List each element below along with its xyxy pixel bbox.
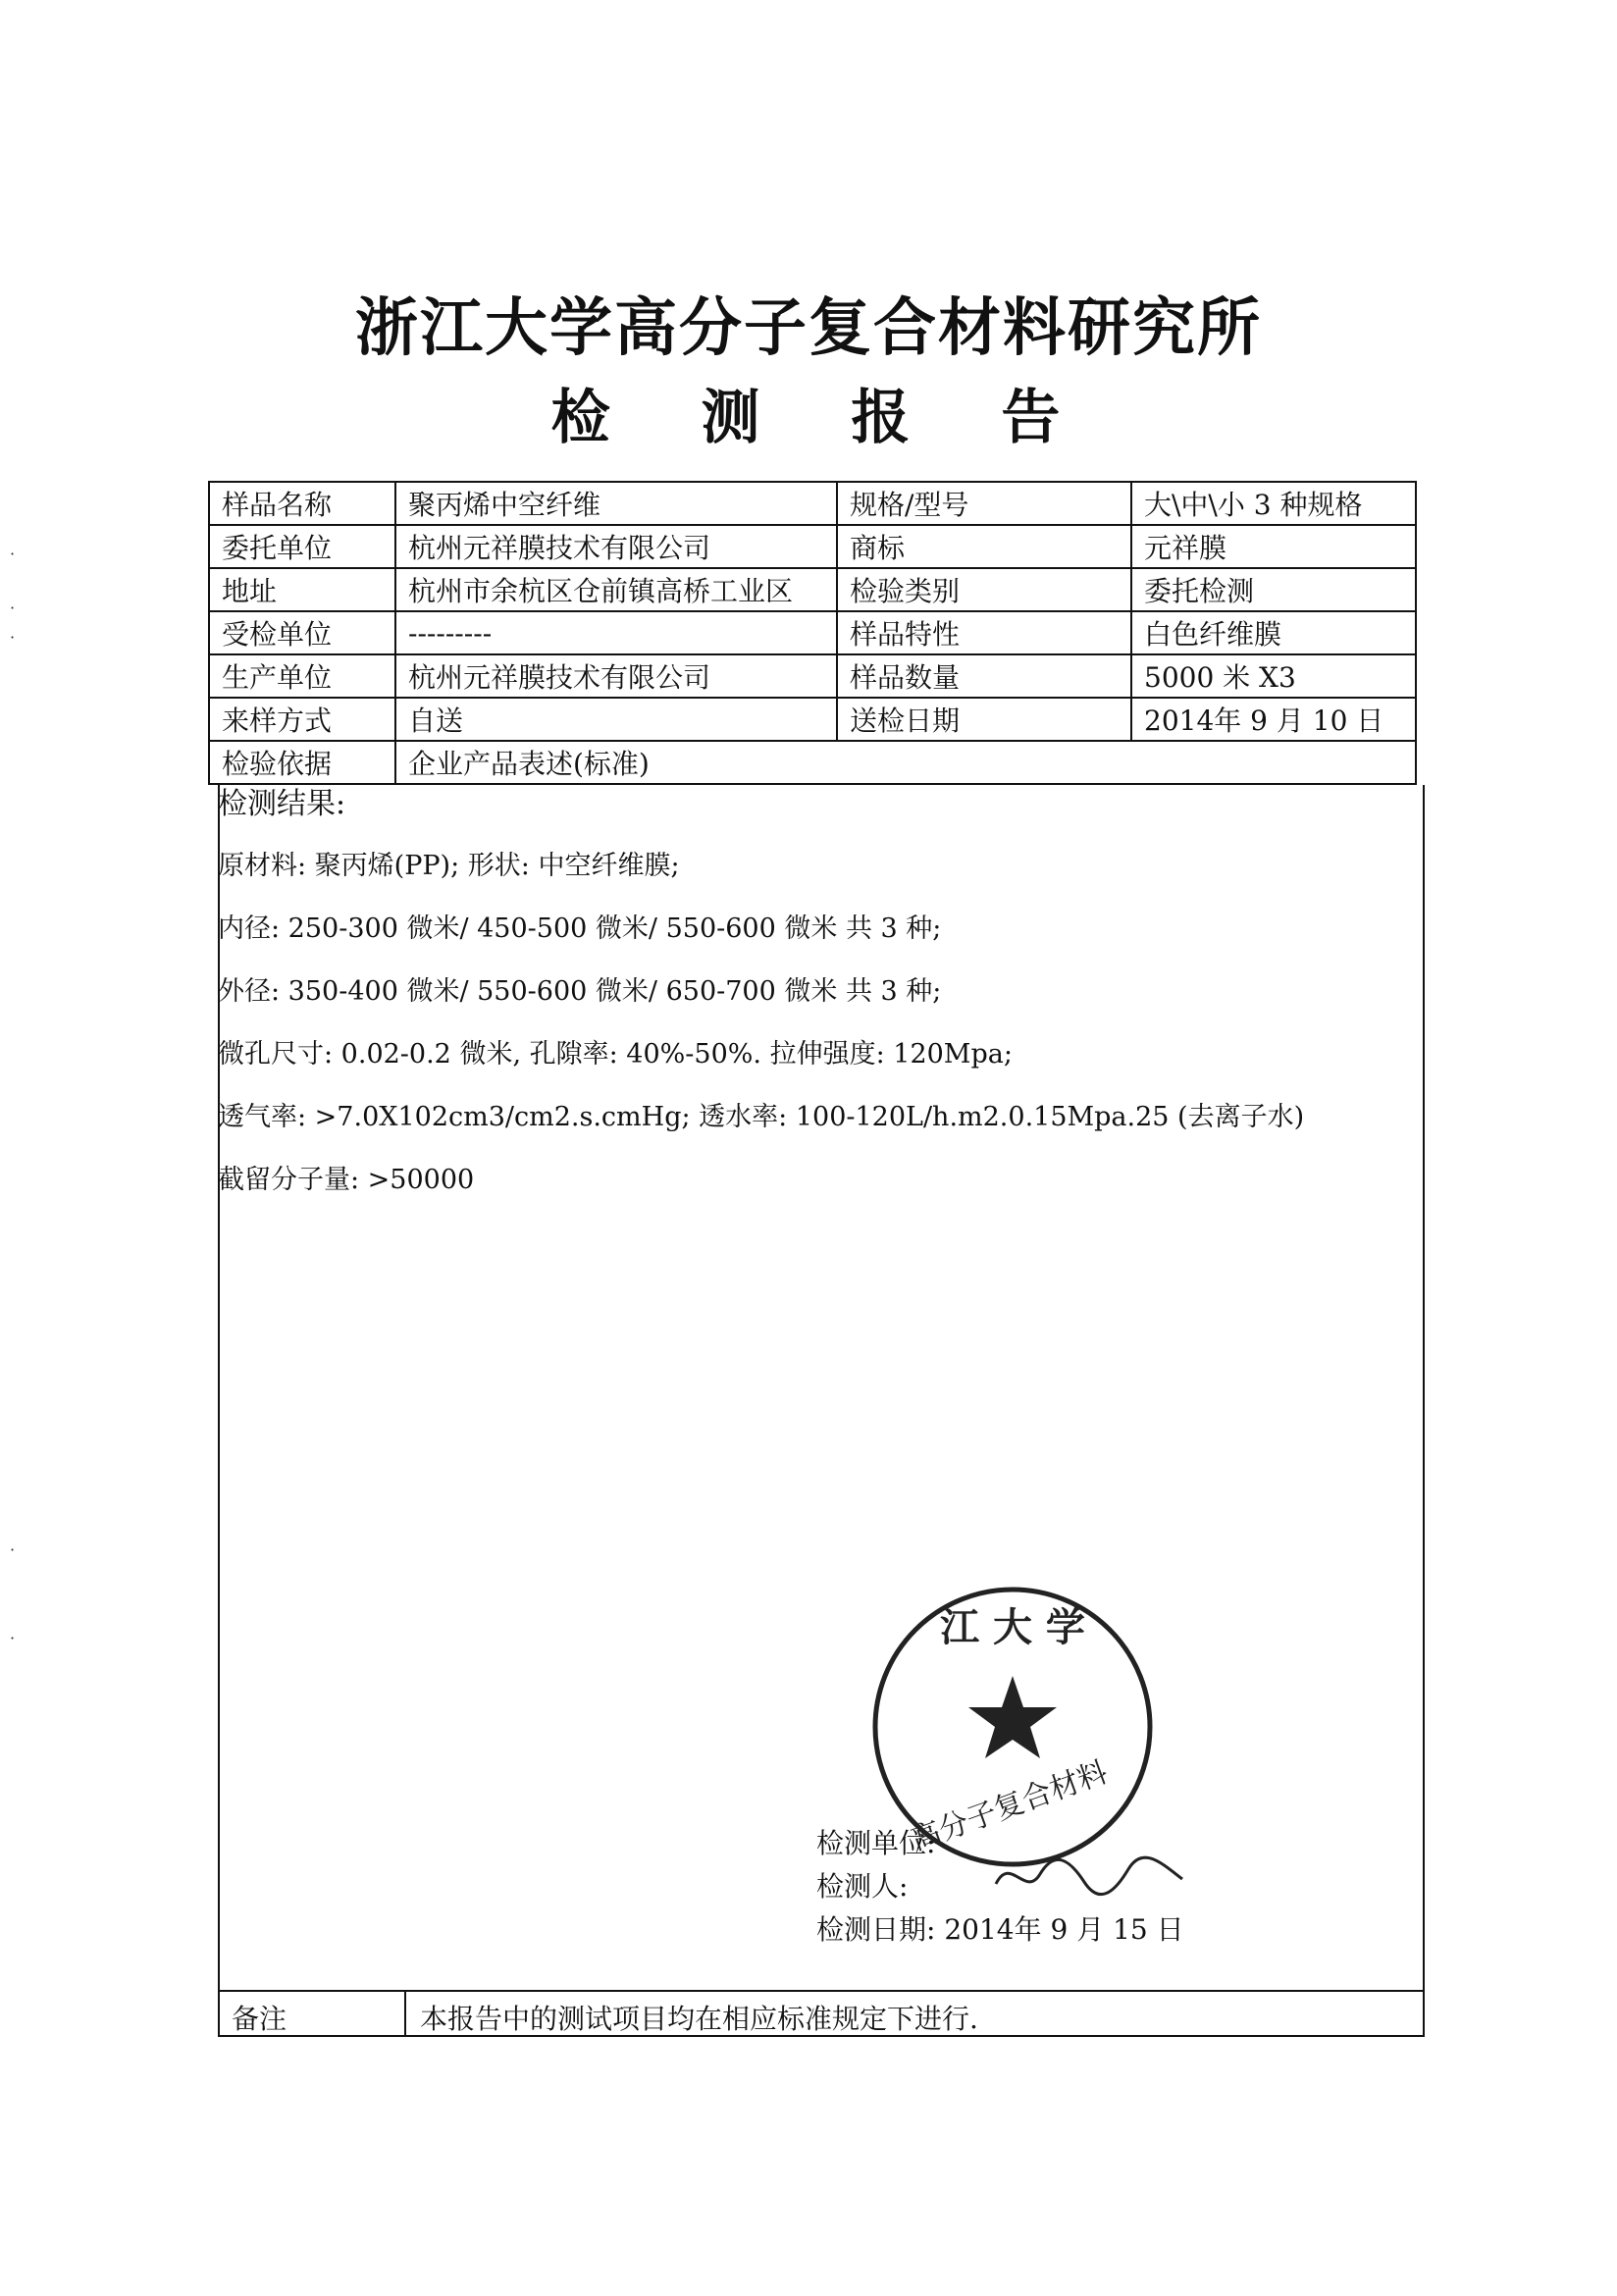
field-label: 来样方式 <box>209 698 395 741</box>
field-value: 杭州元祥膜技术有限公司 <box>395 525 837 568</box>
field-value: 杭州元祥膜技术有限公司 <box>395 654 837 698</box>
field-value: 2014年 9 月 10 日 <box>1131 698 1416 741</box>
remark-text: 本报告中的测试项目均在相应标准规定下进行. <box>420 2003 978 2035</box>
field-value: 5000 米 X3 <box>1131 654 1416 698</box>
handwritten-signature <box>991 1845 1187 1904</box>
field-label: 样品特性 <box>837 611 1131 654</box>
result-line: 截留分子量: >50000 <box>218 1165 475 1195</box>
report-title: 检 测 报 告 <box>550 384 1096 452</box>
field-value: 白色纤维膜 <box>1131 611 1416 654</box>
field-label: 受检单位 <box>209 611 395 654</box>
field-label: 商标 <box>837 525 1131 568</box>
signoff-unit: 检测单位: <box>816 1827 936 1859</box>
signoff-person: 检测人: <box>816 1870 909 1903</box>
field-value: 大\中\小 3 种规格 <box>1131 482 1416 525</box>
results-heading: 检测结果: <box>218 787 346 821</box>
field-label: 样品数量 <box>837 654 1131 698</box>
remark-label: 备注 <box>220 1992 406 2035</box>
field-label: 检验类别 <box>837 568 1131 611</box>
table-row <box>209 654 1416 698</box>
results-section <box>218 787 1415 1229</box>
field-value: 聚丙烯中空纤维 <box>395 482 837 525</box>
field-label: 生产单位 <box>209 654 395 698</box>
result-line: 透气率: >7.0X102cm3/cm2.s.cmHg; 透水率: 100-120L/h.m2.0.15Mpa.25 (去离子水) <box>218 1102 1305 1132</box>
field-value: 委托检测 <box>1131 568 1416 611</box>
field-label: 委托单位 <box>209 525 395 568</box>
table-row <box>209 611 1416 654</box>
margin-speck: · <box>10 628 16 647</box>
signoff-date: 检测日期: 2014年 9 月 15 日 <box>816 1913 1184 1946</box>
svg-text:江 大 学: 江 大 学 <box>940 1604 1085 1650</box>
table-row <box>209 698 1416 741</box>
field-value: 自送 <box>395 698 837 741</box>
field-value: 企业产品表述(标准) <box>395 741 1416 784</box>
field-label: 规格/型号 <box>837 482 1131 525</box>
margin-speck: · <box>10 1540 16 1559</box>
table-row <box>209 482 1416 525</box>
sample-info-table <box>208 481 1417 785</box>
svg-text:高分子复合材料: 高分子复合材料 <box>907 1754 1113 1858</box>
margin-speck: · <box>10 599 16 617</box>
result-line: 外径: 350-400 微米/ 550-600 微米/ 650-700 微米 共 3 种; <box>218 976 942 1007</box>
field-value: --------- <box>395 611 837 654</box>
result-line: 原材料: 聚丙烯(PP); 形状: 中空纤维膜; <box>218 851 680 881</box>
table-row <box>209 568 1416 611</box>
remark-row <box>218 1990 1425 2037</box>
field-label: 地址 <box>209 568 395 611</box>
field-label: 样品名称 <box>209 482 395 525</box>
institute-title: 浙江大学高分子复合材料研究所 <box>355 291 1262 365</box>
result-line: 内径: 250-300 微米/ 450-500 微米/ 550-600 微米 共 3 种; <box>218 913 942 944</box>
margin-speck: · <box>10 545 16 563</box>
table-row <box>209 525 1416 568</box>
field-value: 杭州市余杭区仓前镇高桥工业区 <box>395 568 837 611</box>
field-label: 送检日期 <box>837 698 1131 741</box>
field-value: 元祥膜 <box>1131 525 1416 568</box>
table-row <box>209 741 1416 784</box>
margin-speck: · <box>10 1629 16 1647</box>
field-label: 检验依据 <box>209 741 395 784</box>
result-line: 微孔尺寸: 0.02-0.2 微米, 孔隙率: 40%-50%. 拉伸强度: 120Mpa; <box>218 1039 1013 1070</box>
